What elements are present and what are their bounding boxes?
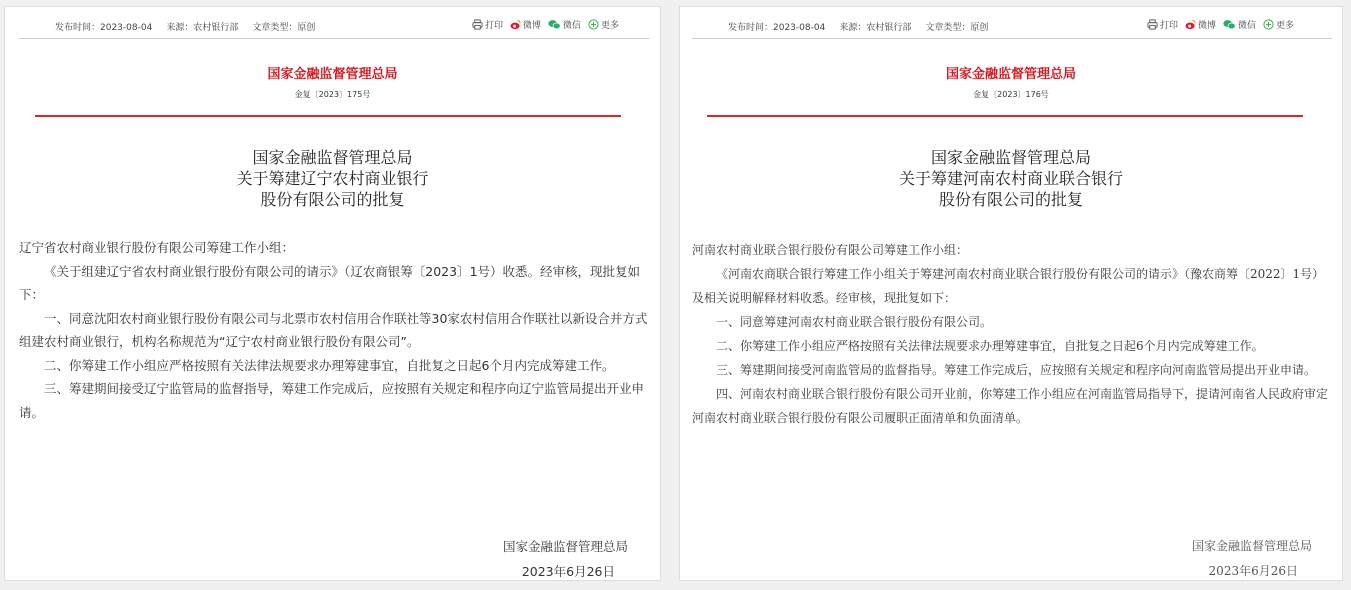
source: 来源：农村银行部 <box>166 23 239 33</box>
right-document-panel <box>679 6 1343 581</box>
wechat-share-button[interactable] <box>548 18 581 31</box>
title-line: 股份有限公司的批复 <box>260 190 405 209</box>
article-type: 文章类型：原创 <box>252 23 316 33</box>
body-paragraph: 一、同意沈阳农村商业银行股份有限公司与北票市农村信用合作联社等30家农村信用合作联社以新设合并方式组建农村商业银行，机构名称规范为“辽宁农村商业银行股份有限公司”。 <box>19 310 648 349</box>
body-paragraph: 二、你筹建工作小组应严格按照有关法律法规要求办理筹建事宜，自批复之日起6个月内完成筹建工作。 <box>716 339 1264 353</box>
body-paragraph: 四、河南农村商业联合银行股份有限公司开业前，你筹建工作小组应在河南监管局指导下，提请河南省人民政府审定河南农村商业联合银行股份有限公司履职正面清单和负面清单。 <box>692 387 1329 425</box>
wechat-icon <box>1223 19 1236 30</box>
wechat-share-button[interactable] <box>1223 18 1256 31</box>
wechat-label: 微信 <box>563 21 582 31</box>
source: 来源：农村银行部 <box>839 23 912 33</box>
print-label: 打印 <box>1160 21 1179 31</box>
plus-circle-icon <box>1263 19 1274 30</box>
signature-date: 2023年6月26日 <box>521 564 615 579</box>
title-line: 关于筹建辽宁农村商业银行 <box>236 169 429 188</box>
issuing-org: 国家金融监督管理总局 <box>945 67 1076 82</box>
body-paragraph: 二、你筹建工作小组应严格按照有关法律法规要求办理筹建事宜，自批复之日起6个月内完成筹建工作。 <box>44 357 615 373</box>
plus-circle-icon <box>588 19 599 30</box>
document-number: 金复〔2023〕176号 <box>973 90 1049 99</box>
body-paragraph: 三、筹建期间接受辽宁监管局的监督指导，筹建工作完成后，应按照有关规定和程序向辽宁监管局提出开业申请。 <box>19 381 645 420</box>
more-share-button[interactable] <box>588 18 619 31</box>
title-line: 国家金融监督管理总局 <box>252 148 413 167</box>
document-title <box>5 147 660 210</box>
title-line: 股份有限公司的批复 <box>938 190 1083 209</box>
more-share-button[interactable] <box>1263 18 1294 31</box>
weibo-label: 微博 <box>1198 21 1217 31</box>
weibo-icon <box>510 19 521 30</box>
body-paragraph: 《关于组建辽宁省农村商业银行股份有限公司的请示》（辽农商银筹〔2023〕1号）收悉。经审核，现批复如下： <box>19 263 641 302</box>
publish-time: 发布时间：2023-08-04 <box>728 23 826 33</box>
weibo-label: 微博 <box>523 21 542 31</box>
wechat-label: 微信 <box>1238 21 1257 31</box>
weibo-icon <box>1185 19 1196 30</box>
document-number: 金复〔2023〕175号 <box>294 90 371 99</box>
print-label: 打印 <box>485 21 504 31</box>
meta-bar <box>5 16 660 36</box>
weibo-share-button[interactable] <box>1185 18 1216 31</box>
red-divider <box>707 115 1303 117</box>
signature-date: 2023年6月26日 <box>1208 564 1298 578</box>
title-line: 关于筹建河南农村商业联合银行 <box>898 169 1123 188</box>
article-type: 文章类型：原创 <box>925 23 989 33</box>
publish-time: 发布时间：2023-08-04 <box>55 23 153 33</box>
print-button[interactable] <box>1147 18 1178 31</box>
document-title <box>680 147 1342 210</box>
printer-icon <box>1147 19 1158 30</box>
issuing-org: 国家金融监督管理总局 <box>267 67 398 82</box>
addressee: 辽宁省农村商业银行股份有限公司筹建工作小组： <box>19 240 295 255</box>
weibo-share-button[interactable] <box>510 18 541 31</box>
addressee: 河南农村商业联合银行股份有限公司筹建工作小组： <box>692 243 969 257</box>
wechat-icon <box>548 19 561 30</box>
meta-bar <box>680 16 1342 36</box>
print-button[interactable] <box>472 18 503 31</box>
document-body <box>692 238 1332 430</box>
meta-divider <box>19 38 649 39</box>
signature-org: 国家金融监督管理总局 <box>502 539 628 554</box>
title-line: 国家金融监督管理总局 <box>930 148 1091 167</box>
body-paragraph: 一、同意筹建河南农村商业联合银行股份有限公司。 <box>716 315 993 329</box>
more-label: 更多 <box>601 21 620 31</box>
document-body <box>19 236 649 424</box>
body-paragraph: 三、筹建期间接受河南监管局的监督指导。筹建工作完成后，应按照有关规定和程序向河南监管局提出开业申请。 <box>716 363 1317 377</box>
body-paragraph: 《河南农商联合银行筹建工作小组关于筹建河南农村商业联合银行股份有限公司的请示》（豫农商筹〔2022〕1号）及相关说明解释材料收悉。经审核，现批复如下： <box>692 267 1325 305</box>
more-label: 更多 <box>1276 21 1295 31</box>
left-document-panel <box>4 6 661 581</box>
printer-icon <box>472 19 483 30</box>
signature-org: 国家金融监督管理总局 <box>1191 539 1312 553</box>
red-divider <box>35 115 621 117</box>
meta-divider <box>692 38 1332 39</box>
